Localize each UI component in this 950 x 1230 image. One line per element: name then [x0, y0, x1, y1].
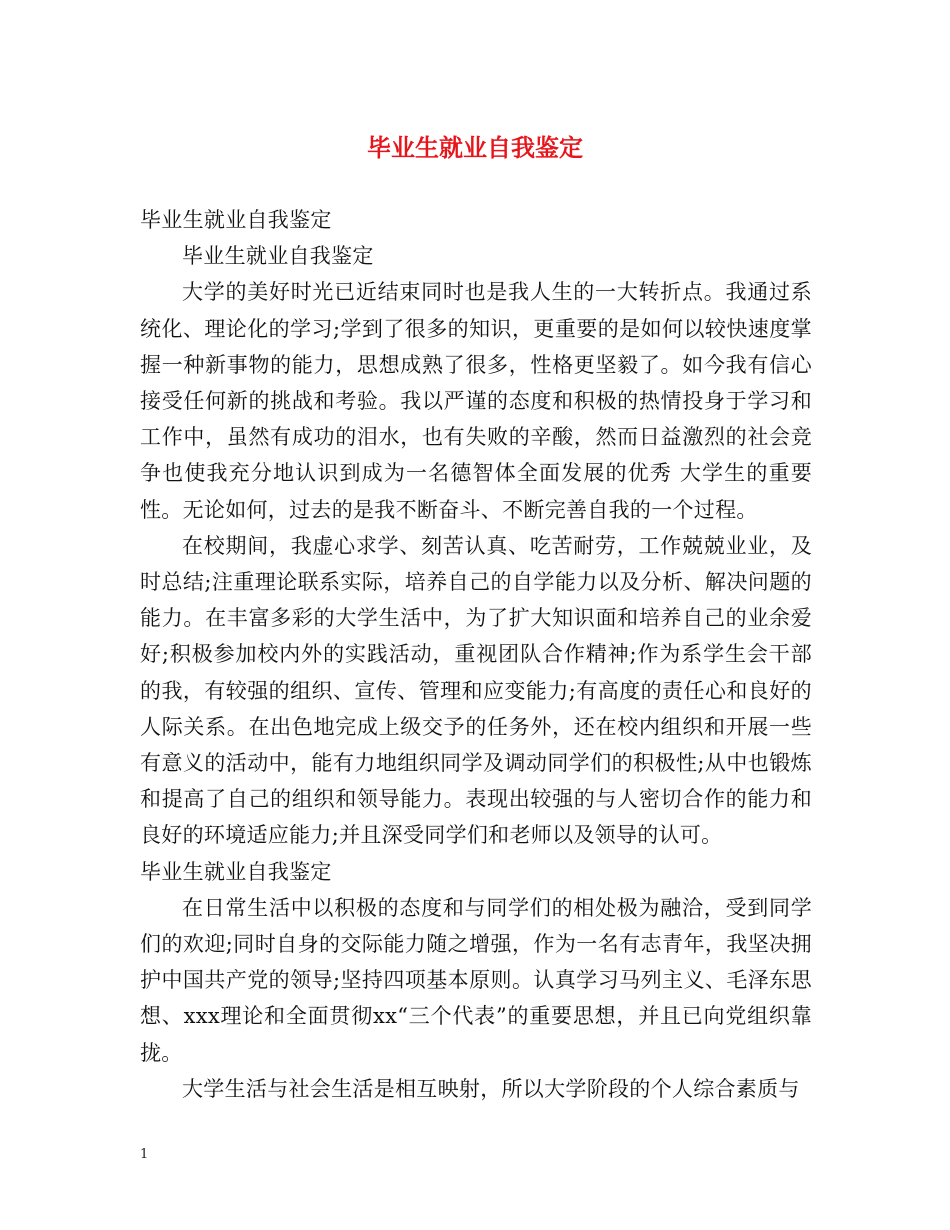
document-body	[140, 202, 812, 1107]
paragraph: 大学的美好时光已近结束同时也是我人生的一大转折点。我通过系统化、理论化的学习;学到了很多的知识，更重要的是如何以较快速度掌握一种新事物的能力，思想成熟了很多，性格更坚毅了。如今我有信心接受任何新的挑战和考验。我以严谨的态度和积极的热情投身于学习和工作中，虽然有成功的泪水，也有失败的辛酸，然而日益激烈的社会竞争也使我充分地认识到成为一名德智体全面发展的优秀 大学生的重要性。无论如何，过去的是我不断奋斗、不断完善自我的一个过程。	[140, 280, 812, 522]
paragraph: 大学生活与社会生活是相互映射，所以大学阶段的个人综合素质与	[182, 1076, 800, 1101]
paragraph: 在日常生活中以积极的态度和与同学们的相处极为融洽，受到同学们的欢迎;同时自身的交际能力随之增强，作为一名有志青年，我坚决拥护中国共产党的领导;坚持四项基本原则。认真学习马列主义、毛泽东思想、xxx理论和全面贯彻xx“三个代表”的重要思想，并且已向党组织靠拢。	[140, 895, 812, 1065]
paragraph-heading: 毕业生就业自我鉴定	[140, 859, 332, 884]
paragraph: 在校期间，我虚心求学、刻苦认真、吃苦耐劳，工作兢兢业业，及时总结;注重理论联系实际，培养自己的自学能力以及分析、解决问题的能力。在丰富多彩的大学生活中，为了扩大知识面和培养自己的业余爱好;积极参加校内外的实践活动，重视团队合作精神;作为系学生会干部的我，有较强的组织、宣传、管理和应变能力;有高度的责任心和良好的人际关系。在出色地完成上级交予的任务外，还在校内组织和开展一些有意义的活动中，能有力地组织同学及调动同学们的积极性;从中也锻炼和提高了自己的组织和领导能力。表现出较强的与人密切合作的能力和良好的环境适应能力;并且深受同学们和老师以及领导的认可。	[140, 533, 812, 848]
paragraph-subheading: 毕业生就业自我鉴定	[182, 244, 374, 269]
paragraph-heading: 毕业生就业自我鉴定	[140, 208, 332, 232]
document-title: 毕业生就业自我鉴定	[367, 133, 583, 162]
page-number: 1	[140, 1147, 149, 1162]
